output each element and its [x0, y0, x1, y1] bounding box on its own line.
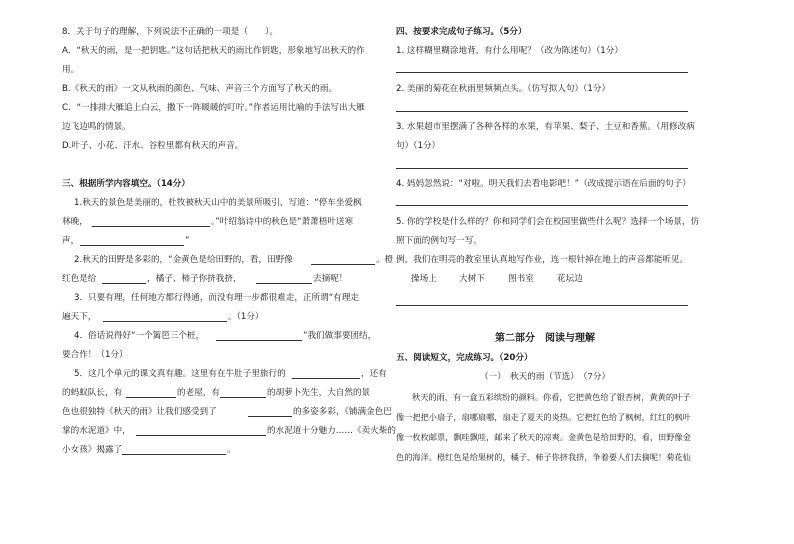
- q8-option-a: A．“秋天的雨，是一把钥匙。”这句话把秋天的雨比作钥匙，形象地写出秋天的作: [62, 46, 365, 56]
- s3-q2-line1b: 。橙: [376, 255, 394, 265]
- q8-option-c: C．“一排排大雁追上白云，撒下一阵暖暖的叮咛。”作者运用比喻的手法写出大雁: [62, 103, 365, 113]
- s3-q3-line2a: 遍天下，: [62, 312, 97, 322]
- q8-option-a-cont: 用。: [62, 65, 80, 75]
- s3-q5-line1b: ，还有: [361, 369, 387, 379]
- s4-q5-line2: 照下面的例句写一写。: [396, 236, 482, 246]
- s3-q1-line3b: ”: [185, 236, 190, 246]
- s3-q5-line2a: 的蚂蚁队长，有: [62, 388, 123, 398]
- s3-q3-line2b: 。（1分）: [228, 312, 264, 322]
- s3-q5-line5b: 。: [227, 445, 236, 455]
- s4-q5-line1: 5. 你的学校是什么样的？你和同学们会在校园里做些什么呢？选择一个场景，仿: [396, 217, 700, 227]
- part2-heading: 第二部分 阅读与理解: [495, 333, 595, 344]
- s3-q4-line2: 要合作！（1分）: [62, 350, 128, 360]
- q8-option-c-cont: 边飞边鸣的情景。: [62, 122, 131, 132]
- section3-title: 三、根据所学内容填空。（14分）: [62, 179, 190, 189]
- answer-line[interactable]: [396, 305, 688, 306]
- s3-q5-line4a: 掌的水泥道》中，: [62, 426, 131, 436]
- s3-q5-line4b: 的水泥道十分魅力……《卖火柴的: [267, 426, 396, 436]
- s3-q1-line3a: 声，: [62, 236, 80, 246]
- blank-line[interactable]: [102, 283, 146, 284]
- blank-line[interactable]: [92, 226, 210, 227]
- blank-line[interactable]: [220, 397, 266, 398]
- blank-line[interactable]: [136, 435, 266, 436]
- s3-q2-line1a: 2.秋天的田野是多彩的，“金黄色是给田野的，看，田野像: [74, 255, 293, 265]
- place-option: 操场上: [411, 274, 437, 284]
- blank-line[interactable]: [103, 321, 227, 322]
- s3-q4-line1b: ”我们做事要团结，: [303, 331, 377, 341]
- blank-line[interactable]: [122, 454, 226, 455]
- blank-line[interactable]: [80, 245, 184, 246]
- passage-line: 像一枚枚邮票，飘哇飘哇，邮来了秋天的凉爽。金黄色是给田野的，看，田野像金: [396, 432, 691, 442]
- answer-line[interactable]: [396, 205, 688, 206]
- answer-line[interactable]: [396, 72, 688, 73]
- s3-q5-line2b: 的老屋，有: [177, 388, 220, 398]
- s3-q5-line2c: 的胡萝卜先生，大自然的景: [267, 388, 371, 398]
- q8-option-d: D.叶子、小花、汗水、谷粒里都有秋天的声音。: [62, 141, 244, 151]
- passage-line: 色的海洋。橙红色是给果树的，橘子、柿子你挤我挤，争着要人们去摘呢！菊花仙: [396, 452, 691, 462]
- s4-q4: 4. 妈妈忽然说：“对啦。明天我们去看电影吧！”（改成提示语在后面的句子）: [396, 179, 691, 189]
- blank-line[interactable]: [248, 416, 292, 417]
- s4-q2: 2. 美丽的菊花在秋雨里频频点头。（仿写拟人句）（1分）: [396, 84, 611, 94]
- s4-q1: 1. 这样糊里糊涂地背，有什么用呢？（改为陈述句）（1分）: [396, 46, 623, 56]
- s3-q2-line2c: 去摘呢！: [313, 274, 348, 284]
- place-option: 花坛边: [557, 274, 583, 284]
- answer-line[interactable]: [396, 111, 688, 112]
- s4-q3-line2: 句）（1分）: [396, 141, 441, 151]
- s3-q1-line2a: 林晚，: [62, 217, 88, 227]
- passage-line: 像一把把小扇子，扇哪扇哪，扇走了夏天的炎热。它把红色给了枫树，红红的枫叶: [396, 412, 691, 422]
- q8-option-b: B.《秋天的雨》一文从秋雨的颜色、气味、声音三个方面写了秋天的雨。: [62, 84, 338, 94]
- section5-title: 五、阅读短文，完成练习。（20分）: [396, 353, 533, 363]
- place-option: 图书室: [508, 274, 534, 284]
- s3-q3-line1: 3．只要有理，任何地方都行得通，而没有理一步都很难走，正所谓“有理走: [74, 293, 359, 303]
- blank-line[interactable]: [256, 283, 312, 284]
- passage-subtitle: （一） 秋天的雨（节选） （7分）: [480, 372, 611, 382]
- blank-line[interactable]: [311, 264, 375, 265]
- s3-q5-line1a: 5．这几个单元的课文真有趣。这里有在牛肚子里旅行的: [74, 369, 286, 379]
- answer-line[interactable]: [396, 168, 688, 169]
- blank-line[interactable]: [292, 378, 360, 379]
- place-option: 大树下: [459, 274, 485, 284]
- s3-q5-line3b: 的多姿多彩，《铺满金色巴: [293, 407, 392, 417]
- blank-line[interactable]: [126, 397, 176, 398]
- s3-q1-line1: 1.秋天的景色是美丽的，杜牧被秋天山中的美景所吸引，写道：“停车坐爱枫: [74, 198, 362, 208]
- s4-q3-line1: 3. 水果超市里摆满了各种各样的水果，有苹果、梨子、土豆和香蕉。（用修改病: [396, 122, 695, 132]
- passage-line: 秋天的雨，有一盒五彩缤纷的颜料。你看，它把黄色给了银杏树，黄黄的叶子: [412, 392, 691, 402]
- s3-q2-line2b: ，橘子、柿子你挤我挤，: [147, 274, 242, 284]
- s3-q1-line2b: 。”叶绍翁诗中的秋色是“萧萧梧叶送寒: [211, 217, 354, 227]
- s4-example: 例，我们在明亮的教室里认真地写作业，连一根针掉在地上的声音都能听见。: [396, 255, 689, 265]
- s3-q5-line3a: 色也很独特《秋天的雨》让我们感受到了: [62, 407, 217, 417]
- q8-stem: 8．关于句子的理解，下列说法不正确的一项是（ ）。: [62, 27, 279, 37]
- s3-q5-line5a: 小女孩》揭露了: [62, 445, 123, 455]
- s3-q4-line1a: 4．俗话说得好“一个篱笆三个桩，: [74, 331, 205, 341]
- section4-title: 四、按要求完成句子练习。（5分）: [396, 27, 527, 37]
- blank-line[interactable]: [216, 340, 302, 341]
- s3-q2-line2a: 红色是给: [62, 274, 97, 284]
